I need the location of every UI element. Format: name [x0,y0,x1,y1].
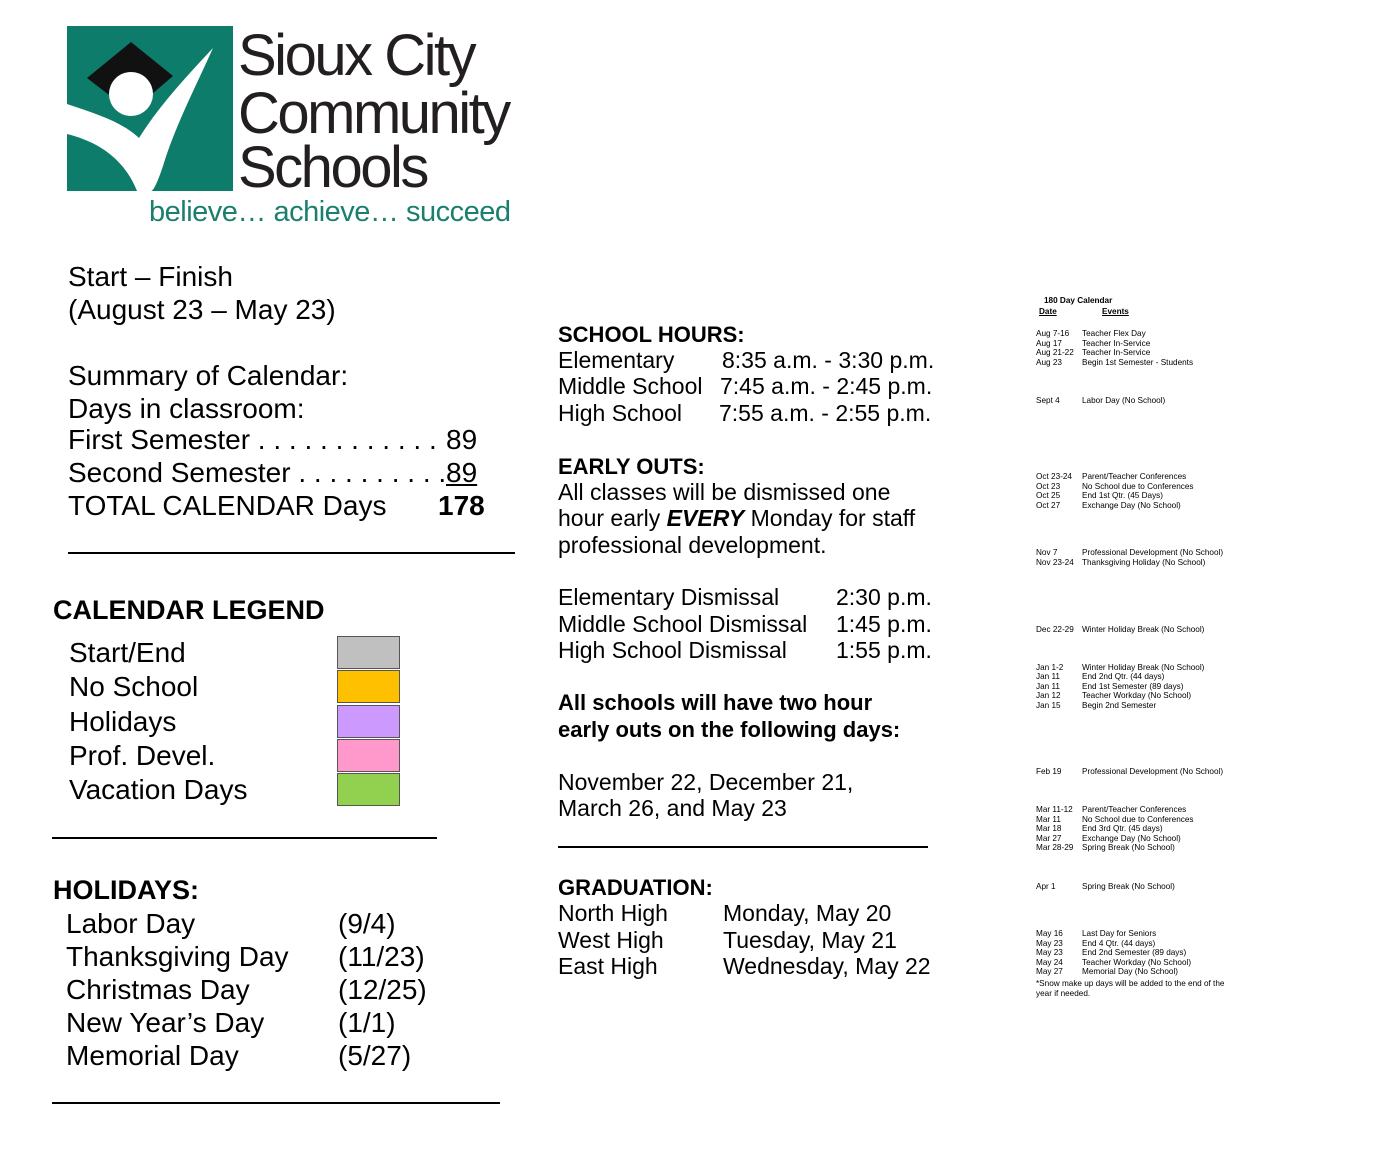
start-finish-dates: (August 23 – May 23) [68,294,336,325]
holiday-name: Christmas Day [66,974,250,1005]
legend-label: Vacation Days [69,774,248,805]
graduation-school: North High [558,900,668,926]
school-level: High School [558,400,683,426]
calendar-event: No School due to Conferences [1082,482,1194,491]
total-days-label: TOTAL CALENDAR Days [68,490,387,521]
calendar-event: Professional Development (No School) [1082,548,1224,557]
divider [52,1102,500,1104]
calendar-date: Mar 27 [1036,834,1062,843]
calendar-date: Jan 12 [1036,691,1061,700]
calendar-date: Oct 23 [1036,482,1061,491]
dismissal-label: High School Dismissal [558,637,787,663]
calendar-event: Labor Day (No School) [1082,396,1166,405]
graduation-date: Monday, May 20 [723,900,892,926]
dismissal-time: 1:55 p.m. [836,637,932,663]
calendar-event: Parent/Teacher Conferences [1082,805,1187,814]
days-title: Days in classroom: [68,393,305,424]
calendar-date: Jan 11 [1036,672,1060,681]
summary-title: Summary of Calendar: [68,360,349,391]
holiday-name: Thanksgiving Day [66,941,289,972]
calendar-event: Teacher Workday (No School) [1082,958,1192,967]
calendar-event: End 1st Semester (89 days) [1082,682,1184,691]
school-level: Elementary [558,347,675,373]
calendar-event: Teacher In-Service [1082,348,1151,357]
calendar-date: Oct 27 [1036,501,1061,510]
holidays-title: HOLIDAYS: [53,875,200,905]
legend-swatch [337,739,400,772]
calendar-date: Jan 1-2 [1036,663,1064,672]
calendar-event: Winter Holiday Break (No School) [1082,625,1205,634]
dismissal-time: 2:30 p.m. [836,584,932,610]
divider [52,837,437,839]
legend-label: Holidays [69,706,177,737]
early-outs-text-3: professional development. [558,532,827,558]
early-outs-text-1: All classes will be dismissed one [558,479,891,505]
legend-label: Prof. Devel. [69,740,216,771]
calendar-date: Nov 7 [1036,548,1058,557]
legend-title: CALENDAR LEGEND [53,595,325,625]
calendar-date: Mar 18 [1036,824,1062,833]
two-hour-line-1: All schools will have two hour [558,690,873,715]
holiday-name: Memorial Day [66,1040,239,1071]
early-outs-text-2: hour early EVERY Monday for staff [558,505,916,531]
calendar-date: Feb 19 [1036,767,1062,776]
early-out-dates-1: November 22, December 21, [558,769,854,795]
calendar-event: End 2nd Semester (89 days) [1082,948,1187,957]
calendar-date: Mar 11-12 [1036,805,1073,814]
divider [68,552,515,554]
graduation-title: GRADUATION: [558,875,713,900]
holiday-date: (9/4) [338,908,396,939]
calendar-event: Teacher Flex Day [1082,329,1146,338]
tagline: believe… achieve… succeed [149,196,511,228]
legend-swatch [337,636,400,669]
first-semester-label: First Semester . . . . . . . . . . . . [68,424,437,455]
calendar-event: End 1st Qtr. (45 Days) [1082,491,1163,500]
calendar-event: Thanksgiving Holiday (No School) [1082,558,1206,567]
calendar-date: Nov 23-24 [1036,558,1074,567]
calendar-event: Spring Break (No School) [1082,882,1175,891]
holiday-date: (5/27) [338,1040,412,1071]
calendar-title: 180 Day Calendar [1044,296,1113,305]
brand-line-3: Schools [238,135,427,200]
calendar-date: May 23 [1036,939,1063,948]
dismissal-label: Middle School Dismissal [558,611,808,637]
school-hours-title: SCHOOL HOURS: [558,322,745,347]
graduation-date: Tuesday, May 21 [723,927,897,953]
legend-swatch [337,773,400,806]
calendar-event: Winter Holiday Break (No School) [1082,663,1205,672]
calendar-event: Spring Break (No School) [1082,843,1175,852]
calendar-event: Professional Development (No School) [1082,767,1224,776]
school-hours: 7:55 a.m. - 2:55 p.m. [719,400,932,426]
calendar-event: Exchange Day (No School) [1082,834,1181,843]
calendar-event: End 3rd Qtr. (45 days) [1082,824,1163,833]
calendar-event: Exchange Day (No School) [1082,501,1181,510]
second-semester-value: 89 [446,457,478,488]
brand-line-2: Community [238,81,509,146]
calendar-event: Parent/Teacher Conferences [1082,472,1187,481]
calendar-event: End 4 Qtr. (44 days) [1082,939,1156,948]
calendar-event: Last Day for Seniors [1082,929,1157,938]
holiday-date: (11/23) [338,941,425,972]
first-semester-value: 89 [446,424,478,455]
early-outs-title: EARLY OUTS: [558,454,705,479]
start-finish-label: Start – Finish [68,261,233,292]
graduation-school: West High [558,927,664,953]
holiday-date: (12/25) [338,974,427,1005]
calendar-col-events: Events [1102,307,1129,316]
calendar-date: May 24 [1036,958,1063,967]
calendar-date: Aug 17 [1036,339,1062,348]
legend-label: Start/End [69,637,186,668]
school-level: Middle School [558,373,703,399]
calendar-event: End 2nd Qtr. (44 days) [1082,672,1165,681]
school-hours: 7:45 a.m. - 2:45 p.m. [720,373,933,399]
calendar-date: May 16 [1036,929,1063,938]
holiday-name: Labor Day [66,908,196,939]
calendar-date: Sept 4 [1036,396,1060,405]
calendar-event: Begin 1st Semester - Students [1082,358,1194,367]
calendar-date: Aug 21-22 [1036,348,1074,357]
calendar-date: Oct 23-24 [1036,472,1072,481]
holiday-date: (1/1) [338,1007,396,1038]
legend-swatch [337,670,400,703]
total-days-value: 178 [438,490,485,521]
calendar-event: Teacher Workday (No School) [1082,691,1192,700]
calendar-date: Jan 15 [1036,701,1061,710]
calendar-event: Memorial Day (No School) [1082,967,1179,976]
calendar-date: May 27 [1036,967,1063,976]
dismissal-label: Elementary Dismissal [558,584,780,610]
calendar-date: Jan 11 [1036,682,1060,691]
calendar-date: Aug 7-16 [1036,329,1070,338]
two-hour-line-2: early outs on the following days: [558,717,901,742]
calendar-date: Oct 25 [1036,491,1061,500]
legend-label: No School [69,671,199,702]
calendar-footnote-1: *Snow make up days will be added to the end of the [1036,979,1225,988]
school-hours: 8:35 a.m. - 3:30 p.m. [722,347,935,373]
calendar-date: Mar 11 [1036,815,1061,824]
second-semester-label: Second Semester . . . . . . . . . . [68,457,447,488]
calendar-col-date: Date [1039,307,1057,316]
early-out-dates-2: March 26, and May 23 [558,795,787,821]
graduation-date: Wednesday, May 22 [723,953,931,979]
calendar-date: May 23 [1036,948,1063,957]
calendar-event: No School due to Conferences [1082,815,1194,824]
divider [558,846,928,848]
calendar-footnote-2: year if needed. [1036,989,1091,998]
dismissal-time: 1:45 p.m. [836,611,932,637]
calendar-date: Mar 28-29 [1036,843,1074,852]
graduation-school: East High [558,953,658,979]
legend-swatch [337,705,400,738]
calendar-date: Dec 22-29 [1036,625,1074,634]
calendar-date: Apr 1 [1036,882,1056,891]
brand-line-1: Sioux City [238,23,475,88]
calendar-event: Begin 2nd Semester [1082,701,1157,710]
holiday-name: New Year’s Day [66,1007,265,1038]
logo-mark [67,26,233,191]
calendar-event: Teacher In-Service [1082,339,1151,348]
calendar-date: Aug 23 [1036,358,1062,367]
